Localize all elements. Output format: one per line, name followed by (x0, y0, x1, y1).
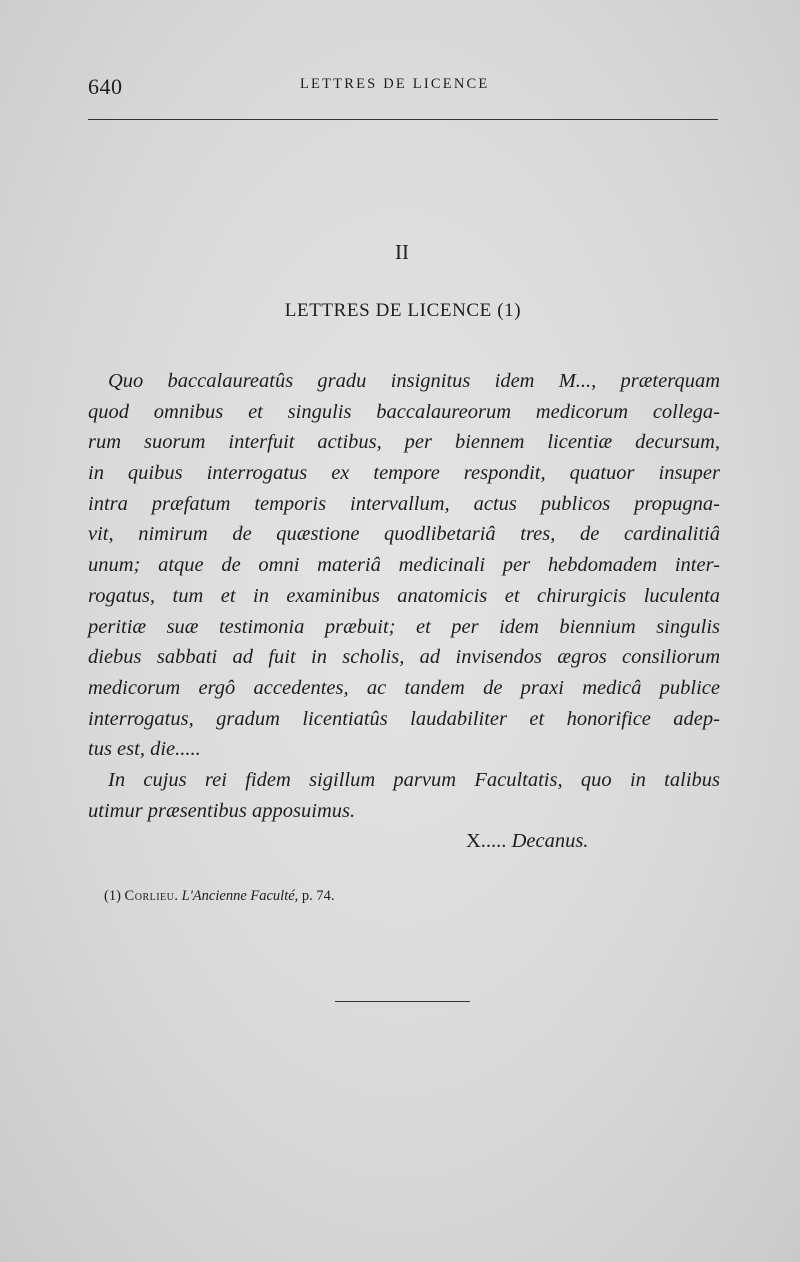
text-line: In cujus rei fidem sigillum parvum Facultatis, quo in talibus (108, 768, 720, 791)
running-head: LETTRES DE LICENCE (300, 76, 490, 92)
signature-title: Decanus. (511, 830, 589, 852)
page-number: 640 (88, 74, 123, 99)
text-line: in quibus interrogatus ex tempore respondit, quatuor insuper (88, 462, 720, 485)
text-line: Quo baccalaureatûs gradu insignitus idem M..., præterquam (108, 370, 720, 392)
signature (466, 830, 588, 853)
text-line: quod omnibus et singulis baccalaureorum medicorum collega- (88, 400, 720, 423)
text-line: tus est, die..... (88, 738, 201, 761)
text-line: unum; atque de omni materiâ medicinali per hebdomadem inter- (88, 554, 720, 577)
text-line: medicorum ergô accedentes, ac tandem de praxi medicâ publice (88, 676, 720, 699)
section-title: LETTRES DE LICENCE (1) (284, 300, 522, 321)
end-rule (335, 1001, 470, 1002)
text-line: utimur præsentibus apposuimus. (88, 799, 356, 822)
text-line: diebus sabbati ad fuit in scholis, ad invisendos ægros consiliorum (88, 646, 720, 669)
footnote-page: p. 74. (301, 888, 335, 904)
text-line: rogatus, tum et in examinibus anatomicis et chirurgicis luculenta (88, 584, 720, 607)
text-line: intra præfatum temporis intervallum, actus publicos propugna- (88, 492, 720, 515)
text-line: peritiæ suæ testimonia præbuit; et per idem biennium singulis (88, 615, 720, 638)
footnote-work: L'Ancienne Faculté, (181, 888, 299, 904)
section-numeral: II (395, 240, 409, 264)
footnote: (1) Corlieu. L'Ancienne Faculté, p. 74. (104, 888, 335, 904)
footnote-marker: (1) (104, 888, 121, 904)
text-line: interrogatus, gradum licentiatûs laudabiliter et honorifice adep- (88, 707, 720, 730)
body-text (88, 366, 720, 826)
signature-name: X..... (466, 830, 507, 852)
footnote-author: Corlieu (124, 888, 175, 904)
text-line: vit, nimirum de quæstione quodlibetariâ tres, de cardinalitiâ (88, 523, 720, 546)
text-line: rum suorum interfuit actibus, per biennem licentiæ decursum, (88, 431, 720, 454)
header-rule (88, 119, 718, 120)
